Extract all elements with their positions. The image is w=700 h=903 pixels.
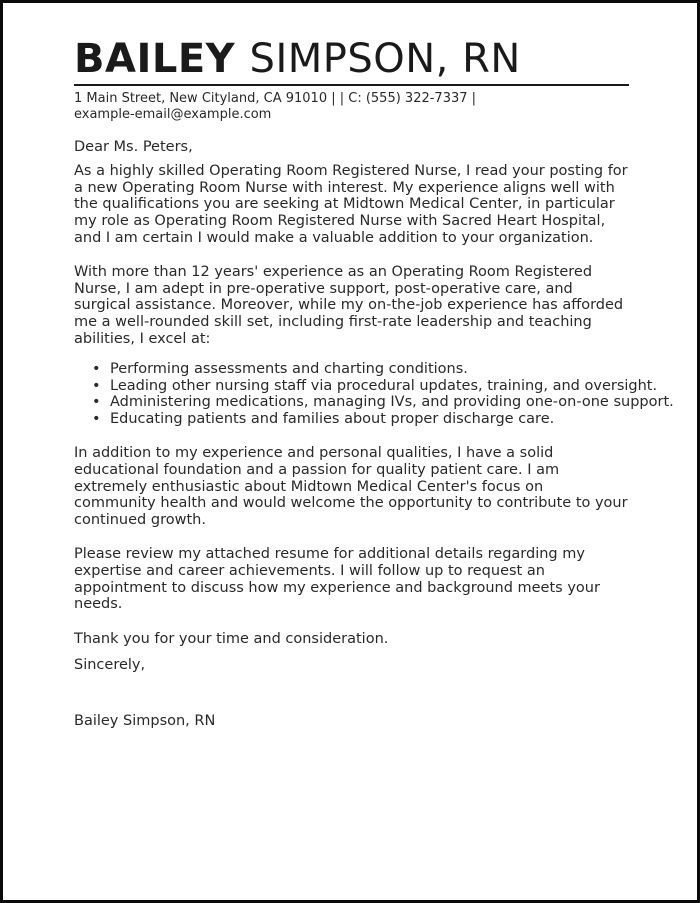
last-name: SIMPSON, RN <box>249 36 521 82</box>
contact-info: 1 Main Street, New Cityland, CA 91010 | | C: (555) 322-7337 | example-email@example.com <box>74 91 477 122</box>
document-body <box>74 36 674 730</box>
signoff: Sincerely, <box>74 656 146 673</box>
closing-line: Thank you for your time and consideration. <box>74 631 389 648</box>
list-item <box>74 377 658 395</box>
first-name: BAILEY <box>74 36 236 82</box>
paragraph-followup: Please review my attached resume for additional details regarding my expertise and career achievements. I will follow up to request an appointment to discuss how my experience and background meets your needs. <box>74 545 600 613</box>
list-item <box>74 361 634 378</box>
list-item <box>74 411 634 428</box>
salutation: Dear Ms. Peters, <box>74 139 193 155</box>
list-item-text: Performing assessments and charting conditions. <box>110 360 468 377</box>
paragraph-education: In addition to my experience and personal qualities, I have a solid educational foundation and a passion for quality patient care. I am extremely enthusiastic about Midtown Medical Center's focus on community health and would welcome the opportunity to contribute to your continued growth. <box>74 444 628 529</box>
bullet-icon: • <box>92 360 101 377</box>
skills-list <box>74 360 674 428</box>
list-item-text: Leading other nursing staff via procedural updates, training, and oversight. <box>110 377 658 394</box>
bullet-icon: • <box>92 394 101 411</box>
list-item-text: Administering medications, managing IVs, and providing one-on-one support. <box>110 394 674 411</box>
header-divider <box>74 84 629 86</box>
list-item <box>74 394 674 411</box>
paragraph-experience: With more than 12 years' experience as an Operating Room Registered Nurse, I am adept in pre-operative support, post-operative care, and surgical assistance. Moreover, while my on-the-job experience has afforded me a well-rounded skill set, including first-rate leadership and teaching abilities, I excel at: <box>74 263 624 347</box>
letter-body <box>74 139 674 730</box>
list-item-text: Educating patients and families about proper discharge care. <box>110 411 555 428</box>
signature-name: Bailey Simpson, RN <box>74 712 216 729</box>
paragraph-intro: As a highly skilled Operating Room Registered Nurse, I read your posting for a new Operating Room Nurse with interest. My experience aligns well with the qualifications you are seeking at Midtown Medical Center, in particular my role as Operating Room Registered Nurse with Sacred Heart Hospital, and I am certain I would make a valuable addition to your organization. <box>74 162 628 246</box>
applicant-name <box>74 36 634 82</box>
bullet-icon: • <box>92 411 101 428</box>
bullet-icon: • <box>92 377 101 394</box>
